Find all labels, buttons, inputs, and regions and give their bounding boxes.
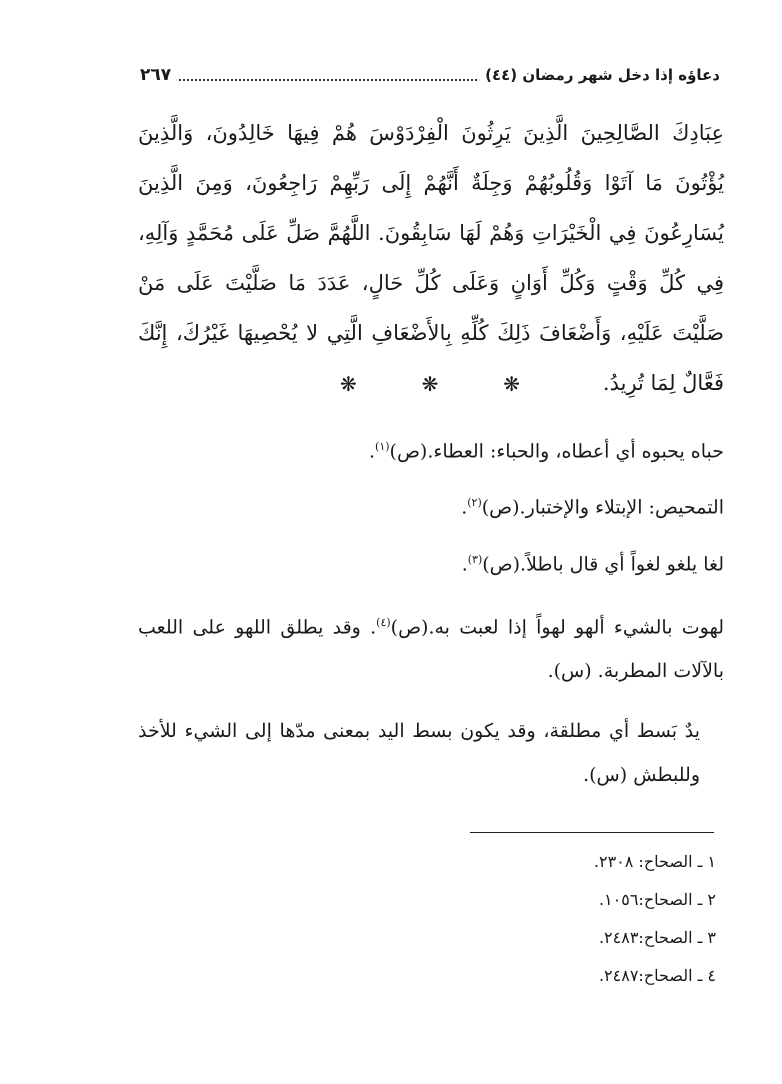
page-number: ٢٦٧ [140, 65, 172, 85]
footnote-ref: (١) [375, 440, 390, 453]
separator-star-icon: ❋ [503, 372, 520, 396]
glossary-note: يدٌ بَسط أي مطلقة، وقد يكون بسط اليد بمعنى مدّها إلى الشيء للأخذ وللبطش (س). [138, 720, 700, 787]
footnotes-list [400, 848, 716, 1000]
footnote-ref: (٤) [376, 615, 391, 629]
supplication-text: عِبَادِكَ الصَّالِحِينَ الَّذِينَ يَرِثُونَ الْفِرْدَوْسَ هُمْ فِيهَا خَالِدُونَ، وَالَّذِينَ يُؤْتُونَ مَا آتَوْا وَقُلُوبُهُمْ وَجِلَةٌ أَنَّهُمْ إِلَى رَبِّهِمْ رَاجِعُونَ، وَمِنَ الَّذِينَ يُسَارِعُونَ فِي الْخَيْرَاتِ وَهُمْ لَهَا سَابِقُونَ. اللَّهُمَّ صَلِّ عَلَى مُحَمَّدٍ وَآلِهِ، فِي كُلِّ وَقْتٍ وَكُلِّ أَوَانٍ وَعَلَى كُلِّ حَالٍ، عَدَدَ مَا صَلَّيْتَ عَلَى مَنْ صَلَّيْتَ عَلَيْهِ، وَأَضْعَافَ ذَلِكَ كُلِّهِ بِالأَضْعَافِ الَّتِي لا يُحْصِيهَا غَيْرُكَ، إِنَّكَ فَعَّالٌ لِمَا تُرِيدُ. [138, 121, 724, 395]
footnote: ٤ ـ الصحاح:٢٤٨٧. [598, 966, 716, 985]
footnote: ٢ ـ الصحاح:١٠٥٦. [598, 890, 716, 909]
running-header [140, 60, 720, 90]
footnote: ٣ ـ الصحاح:٢٤٨٣. [598, 928, 716, 947]
separator-star-icon: ❋ [421, 372, 439, 396]
glossary-note: التمحيص: الإبتلاء والإختبار.(ص)$^{(٢)}$. [461, 496, 724, 519]
glossary-note: لغا يلغو لغواً أي قال باطلاً.(ص)$^{(٣)}$. [461, 552, 724, 575]
footnote-ref: (٣) [467, 552, 483, 566]
glossary-notes [138, 432, 724, 813]
chapter-title: دعاؤه إذا دخل شهر رمضان (٤٤) [485, 66, 720, 84]
footnote-ref: (٢) [467, 496, 482, 510]
separator-star-icon: ❋ [340, 372, 357, 396]
glossary-note: لهوت بالشيء ألهو لهواً إذا لعبت به.(ص)$^{(٤)}$. وقد يطلق اللهو على اللعب بالآلات المطربة. (س). [138, 615, 724, 683]
section-separator [340, 372, 520, 396]
footnote-divider [470, 832, 714, 833]
footnote: ١ ـ الصحاح: ٢٣٠٨. [593, 852, 716, 871]
glossary-note: حباه يحبوه أي أعطاه، والحباء: العطاء.(ص)$^{(١)}$. [368, 440, 724, 463]
leader-dots [179, 69, 477, 81]
